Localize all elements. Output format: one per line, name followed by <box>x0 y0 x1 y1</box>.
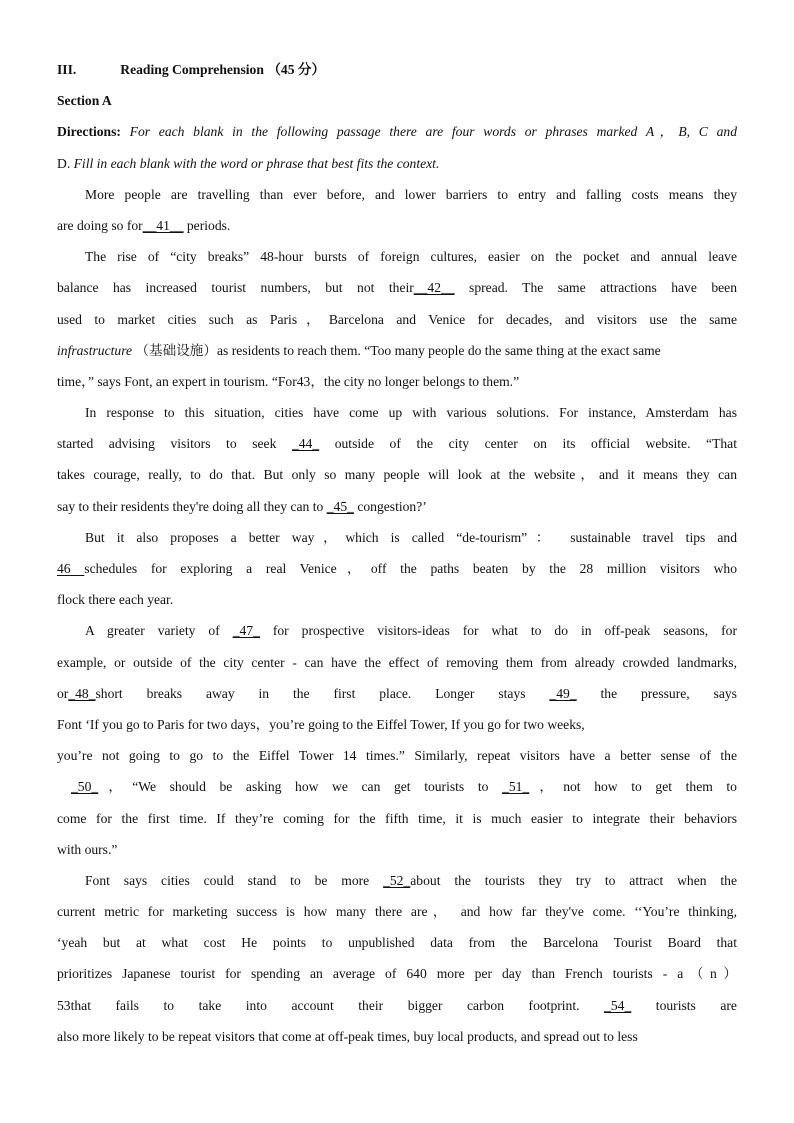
passage-line <box>57 557 737 588</box>
passage-line: you’re not going to go to the Eiffel Tower 14 times.” Similarly, repeat visitors have a better sense of the <box>57 748 737 764</box>
passage-line: ‘yeah but at what cost He points to unpublished data from the Barcelona Tourist Board that <box>57 935 737 951</box>
passage-text: are doing so for <box>57 217 143 233</box>
passage-line <box>57 619 737 650</box>
blank-51: _51_ <box>502 779 530 795</box>
passage-line <box>57 994 737 1025</box>
passage-line: current metric for marketing success is how many there are， and how far they've come. ‘‘You’re thinking, <box>57 904 737 920</box>
passage-text: balance has increased tourist numbers, but not their <box>57 280 414 296</box>
passage-text: the pressure, says <box>576 685 737 701</box>
passage-line: used to market cities such as Paris，Barcelona and Venice for decades, and visitors use the same <box>57 311 737 327</box>
directions-label: Directions: <box>57 124 121 140</box>
passage-line: with ours.” <box>57 841 118 857</box>
passage-text: spread. The same attractions have been <box>454 280 737 296</box>
directions-line-2 <box>57 152 737 183</box>
passage-line: In response to this situation, cities have come up with various solutions. For instance, Amsterdam has <box>85 405 737 421</box>
document-page <box>57 58 737 1056</box>
passage-line <box>57 775 737 806</box>
passage-text: or <box>57 685 69 701</box>
passage-text: infrastructure <box>57 342 133 358</box>
directions-text: D. <box>57 155 71 171</box>
passage-text: ，“We should be asking how we can get tourists to <box>98 779 489 795</box>
passage-text: for prospective visitors-ideas for what to do in off-peak seasons, for <box>259 623 737 639</box>
passage-line: also more likely to be repeat visitors that come at off-peak times, buy local products, and spread out to less <box>57 1028 638 1044</box>
passage-line: time，” says Font, an expert in tourism. “For43，the city no longer belongs to them.” <box>57 373 520 389</box>
passage-text: Font says cities could stand to be more <box>85 872 370 888</box>
subsection-heading: Section A <box>57 93 112 109</box>
blank-41: __41__ <box>142 217 184 233</box>
blank-44: _44_ <box>291 436 320 452</box>
blank-54: _54_ <box>604 997 632 1013</box>
passage-line: come for the first time. If they’re coming for the fifth time, it is much easier to integrate their behaviors <box>57 810 737 826</box>
passage-line <box>57 682 737 713</box>
passage-line: More people are travelling than ever before, and lower barriers to entry and falling costs means they <box>85 186 737 202</box>
passage-text: congestion?’ <box>353 498 427 514</box>
blank-48: _48_ <box>68 685 96 701</box>
passage-text: A greater variety of <box>85 623 220 639</box>
passage-text: periods. <box>183 217 231 233</box>
passage-text: started advising visitors to seek <box>57 436 277 452</box>
section-heading <box>57 58 737 89</box>
passage-text: short breaks away in the first place. Longer stays <box>95 685 526 701</box>
passage-text: say to their residents they're doing all they can to <box>57 498 324 514</box>
directions-line-1 <box>57 120 737 151</box>
section-number: III. <box>57 62 77 77</box>
blank-45: _45_ <box>326 498 354 514</box>
blank-42: __42__ <box>413 280 455 296</box>
passage-text: tourists are <box>631 997 737 1013</box>
passage-line: flock there each year. <box>57 592 174 608</box>
blank-50: _50_ <box>71 779 99 795</box>
blank-46: 46 <box>57 561 85 576</box>
passage-line: takes courage, really, to do that. But only so many people will look at the website，and it means they can <box>57 467 737 483</box>
passage-line <box>57 495 737 526</box>
passage-line <box>57 339 737 370</box>
passage-line <box>57 214 737 245</box>
passage-text: about the tourists they try to attract when the <box>410 872 737 888</box>
passage-text: ，not how to get them to <box>529 779 737 795</box>
passage-text: （基础设施）as residents to reach them. “Too many people do the same thing at the exact same <box>132 342 661 358</box>
passage-line <box>57 432 737 463</box>
passage-line <box>57 869 737 900</box>
blank-52: _52_ <box>383 872 411 888</box>
passage-text: schedules for exploring a real Venice，off the paths beaten by the 28 million visitors who <box>84 561 737 576</box>
passage-line: example, or outside of the city center - can have the effect of removing them from already crowded landmarks, <box>57 654 737 670</box>
directions-text: Fill in each blank with the word or phrase that best fits the context. <box>73 155 440 171</box>
blank-49: _49_ <box>549 685 577 701</box>
blank-47: _47_ <box>232 623 260 639</box>
passage-line: The rise of “city breaks” 48-hour bursts of foreign cultures, easier on the pocket and annual leave <box>85 249 737 265</box>
section-title: Reading Comprehension （45 分） <box>120 62 326 77</box>
passage-line: But it also proposes a better way，which is called “de-tourism”： sustainable travel tips and <box>85 529 737 545</box>
passage-line: prioritizes Japanese tourist for spending an average of 640 more per day than French tourists - a（n） <box>57 966 737 982</box>
directions-text: For each blank in the following passage there are four words or phrases marked A，B, C and <box>129 124 737 140</box>
passage-text: 53that fails to take into account their bigger carbon footprint. <box>57 997 580 1013</box>
passage-line: Font ‘If you go to Paris for two days，you’re going to the Eiffel Tower, If you go for two weeks, <box>57 716 585 732</box>
passage-line <box>57 276 737 307</box>
passage-text: outside of the city center on its official website. “That <box>319 436 737 452</box>
